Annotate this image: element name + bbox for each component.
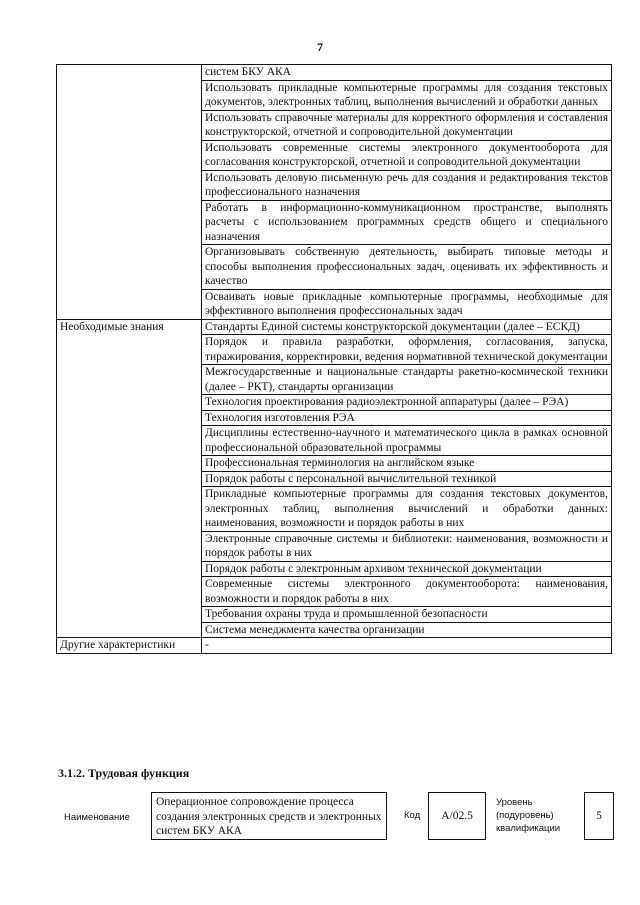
name-label: Наименование [64,812,130,823]
knowledge-item: Требования охраны труда и промышленной безопасности [202,607,612,623]
requirements-table [56,64,612,654]
level-label: Уровень (подуровень) квалификации [496,797,561,834]
knowledge-item: Технология изготовления РЭА [202,410,612,426]
other-label: Другие характеристики [57,638,202,654]
knowledge-item: Порядок работы с персональной вычислительной техникой [202,471,612,487]
name-value-box: Операционное сопровождение процесса создания электронных средств и электронных систем БКУ АКА [151,792,387,840]
other-row [57,638,612,654]
knowledge-item: Электронные справочные системы и библиотеки: наименования, возможности и порядок работы в них [202,531,612,561]
skill-item: Организовывать собственную деятельность, выбирать типовые методы и способы выполнения профессиональных задач, оценивать их эффективность и качество [202,245,612,290]
requirements-table-body [57,65,612,654]
skill-item: Осваивать новые прикладные компьютерные программы, необходимые для эффективного выполнения профессиональных задач [202,289,612,319]
code-label: Код [404,810,421,821]
knowledge-item: Прикладные компьютерные программы для создания текстовых документов, электронных таблиц, выполнения вычислений и обработки данных: наименования, возможности и порядок работы в них [202,487,612,532]
page-number: 7 [317,40,323,54]
knowledge-item: Порядок работы с электронным архивом технической документации [202,561,612,577]
knowledge-item: Порядок и правила разработки, оформления, согласования, запуска, тиражирования, корректировки, ведения нормативной технической документации [202,335,612,365]
knowledge-item: Современные системы электронного документооборота: наименования, возможности и порядок работы в них [202,577,612,607]
skill-item: систем БКУ АКА [202,65,612,81]
skill-item: Использовать справочные материалы для корректного оформления и составления конструкторской, отчетной и сопроводительной документации [202,110,612,140]
skill-item: Использовать современные системы электронного документооборота для согласования конструкторской, отчетной и сопроводительной документации [202,140,612,170]
knowledge-item: Стандарты Единой системы конструкторской документации (далее – ЕСКД) [202,319,612,335]
knowledge-item: Межгосударственные и национальные стандарты ракетно-космической техники (далее – РКТ), стандарты организации [202,365,612,395]
skills-label-cell [57,65,202,320]
knowledge-item: Профессиональная терминология на английском языке [202,456,612,472]
section-title: 3.1.2. Трудовая функция [58,766,190,780]
knowledge-row [57,319,612,335]
skill-item: Использовать прикладные компьютерные программы для создания текстовых документов, электронных таблиц, выполнения вычислений и обработки данных [202,80,612,110]
skill-row [57,65,612,81]
labor-function-header [58,792,618,842]
knowledge-item: Система менеджмента качества организации [202,622,612,638]
level-value-box: 5 [584,792,614,840]
skill-item: Использовать деловую письменную речь для создания и редактирования текстов профессионального назначения [202,170,612,200]
skill-item: Работать в информационно-коммуникационном пространстве, выполнять расчеты с использованием программных средств общего и специального назначения [202,200,612,245]
knowledge-item: Дисциплины естественно-научного и математического цикла в рамках основной профессиональной образовательной программы [202,426,612,456]
knowledge-label: Необходимые знания [57,319,202,638]
knowledge-item: Технология проектирования радиоэлектронной аппаратуры (далее – РЭА) [202,395,612,411]
other-value: - [202,638,612,654]
code-value-box: А/02.5 [428,792,486,840]
